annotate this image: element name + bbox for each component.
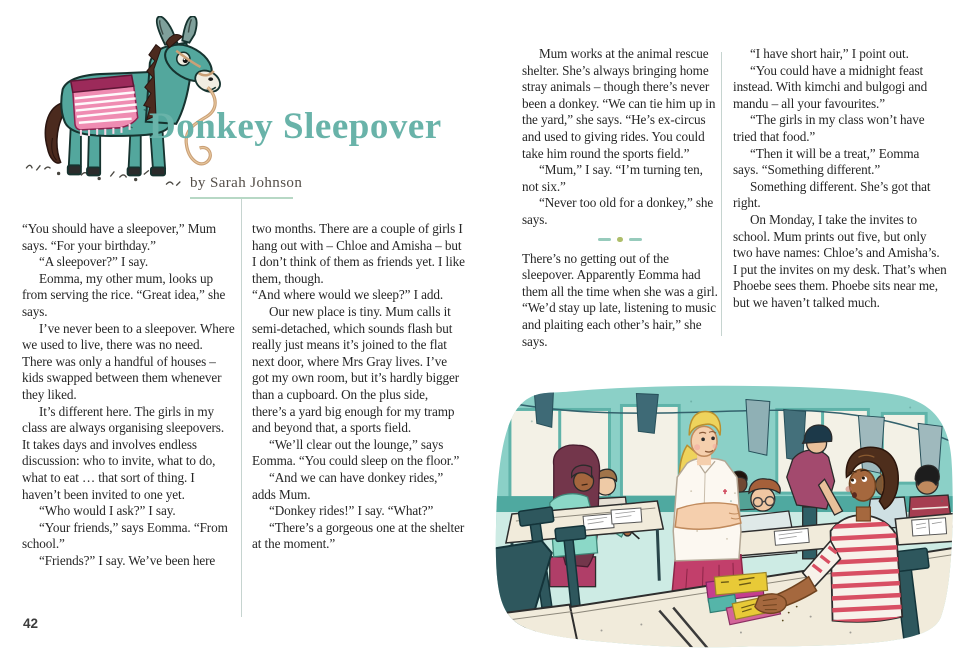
story-paragraph: Mum works at the animal rescue shelter. She’s always bringing home stray animals – though there’s never been a donkey. “We can tie him up in the yard,” she says. “He’s ex-circus and used to giving rides. You could take him round the sports field.” xyxy=(522,46,716,161)
story-paragraph: “I have short hair,” I point out. xyxy=(750,46,909,61)
story-paragraph: “Donkey rides!” I say. “What?” xyxy=(269,503,434,519)
face xyxy=(691,426,717,456)
story-paragraph: “Your friends,” says Eomma. “From school.” xyxy=(22,519,228,552)
story-paragraph: It’s different here. The girls in my class are always organising sleepovers. It takes days and involves endless discussion: who to invite, what to do, what to eat … that sort of thing. I haven’t been invited to one yet. xyxy=(22,403,225,502)
story-column-4 xyxy=(733,46,947,312)
story-paragraph: “The girls in my class won’t have tried that food.” xyxy=(733,112,925,144)
story-paragraph: There’s no getting out of the sleepover. Apparently Eomma had them all the time when she was a girl. “We’d stay up late, listening to music and plaiting each other’s hair,” she says. xyxy=(522,250,718,349)
story-paragraph: “Then it will be a treat,” Eomma says. “Something different.” xyxy=(733,145,920,178)
hand-on-cards xyxy=(755,594,786,613)
story-paragraph: On Monday, I take the invites to school. Mum prints out five, but only two have names: Chloe’s and Amisha’s. I put the invites on my desk. That’s when Phoebe sees them. Phoebe sits near me, but we haven’t talked much. xyxy=(733,211,947,310)
story-paragraph: I’ve never been to a sleepover. Where we used to live, there was no need. There was only a handful of houses – kids swapped between them whenever they liked. xyxy=(22,320,235,402)
crossed-arms xyxy=(675,503,741,529)
story-paragraph: “There’s a gorgeous one at the shelter at the moment.” xyxy=(252,519,465,552)
foreground-desk-corner xyxy=(492,605,580,653)
story-paragraph: “Mum,” I say. “I’m turning ten, not six.” xyxy=(522,162,703,194)
story-column-2 xyxy=(252,221,465,553)
story-column-3 xyxy=(522,46,718,350)
story-paragraph: two months. There are a couple of girls I hang out with – Chloe and Amisha – but I don’t think of them as friends yet. I like them, though. xyxy=(252,221,465,286)
page-title: Donkey Sleepover xyxy=(149,106,442,147)
page-number: 42 xyxy=(23,616,39,631)
story-paragraph: “And where would we sleep?” I add. xyxy=(252,287,444,303)
column-divider xyxy=(241,199,242,617)
ornament-dash xyxy=(629,238,642,241)
section-divider-ornament xyxy=(522,230,718,250)
donkey-illustration xyxy=(14,16,232,194)
story-column-1 xyxy=(22,221,235,569)
ornament-dash xyxy=(598,238,611,241)
story-paragraph: “Who would I ask?” I say. xyxy=(39,503,176,519)
background-desk-with-book xyxy=(895,513,960,545)
classroom-illustration xyxy=(492,381,960,653)
story-paragraph: “You could have a midnight feast instead. With kimchi and bulgogi and mandu – all your favourites.” xyxy=(733,62,928,111)
column-divider xyxy=(721,52,722,336)
story-paragraph: “We’ll clear out the lounge,” says Eomma. “You could sleep on the floor.” xyxy=(252,436,460,469)
story-paragraph: Eomma, my other mum, looks up from serving the rice. “Great idea,” she says. xyxy=(22,270,226,319)
story-paragraph: Something different. She’s got that right. xyxy=(733,178,931,211)
byline: by Sarah Johnson xyxy=(190,175,303,191)
story-paragraph: “Never too old for a donkey,” she says. xyxy=(522,195,714,227)
story-paragraph: “You should have a sleepover,” Mum says. “For your birthday.” xyxy=(22,221,216,253)
story-paragraph: “And we can have donkey rides,” adds Mum. xyxy=(252,469,444,502)
story-paragraph: Our new place is tiny. Mum calls it semi-detached, which sounds flash but really just means it’s joined to the flat next door, where Mrs Gray lives. I’ve got my own room, but it’s hardly bigger than a cupboard. On the plus side, there’s a yard big enough for my tramp and beyond that, a sports field. xyxy=(252,303,460,436)
story-paragraph: “A sleepover?” I say. xyxy=(39,254,149,270)
story-paragraph: “Friends?” I say. We’ve been here xyxy=(39,552,216,568)
ornament-dot xyxy=(617,237,623,243)
